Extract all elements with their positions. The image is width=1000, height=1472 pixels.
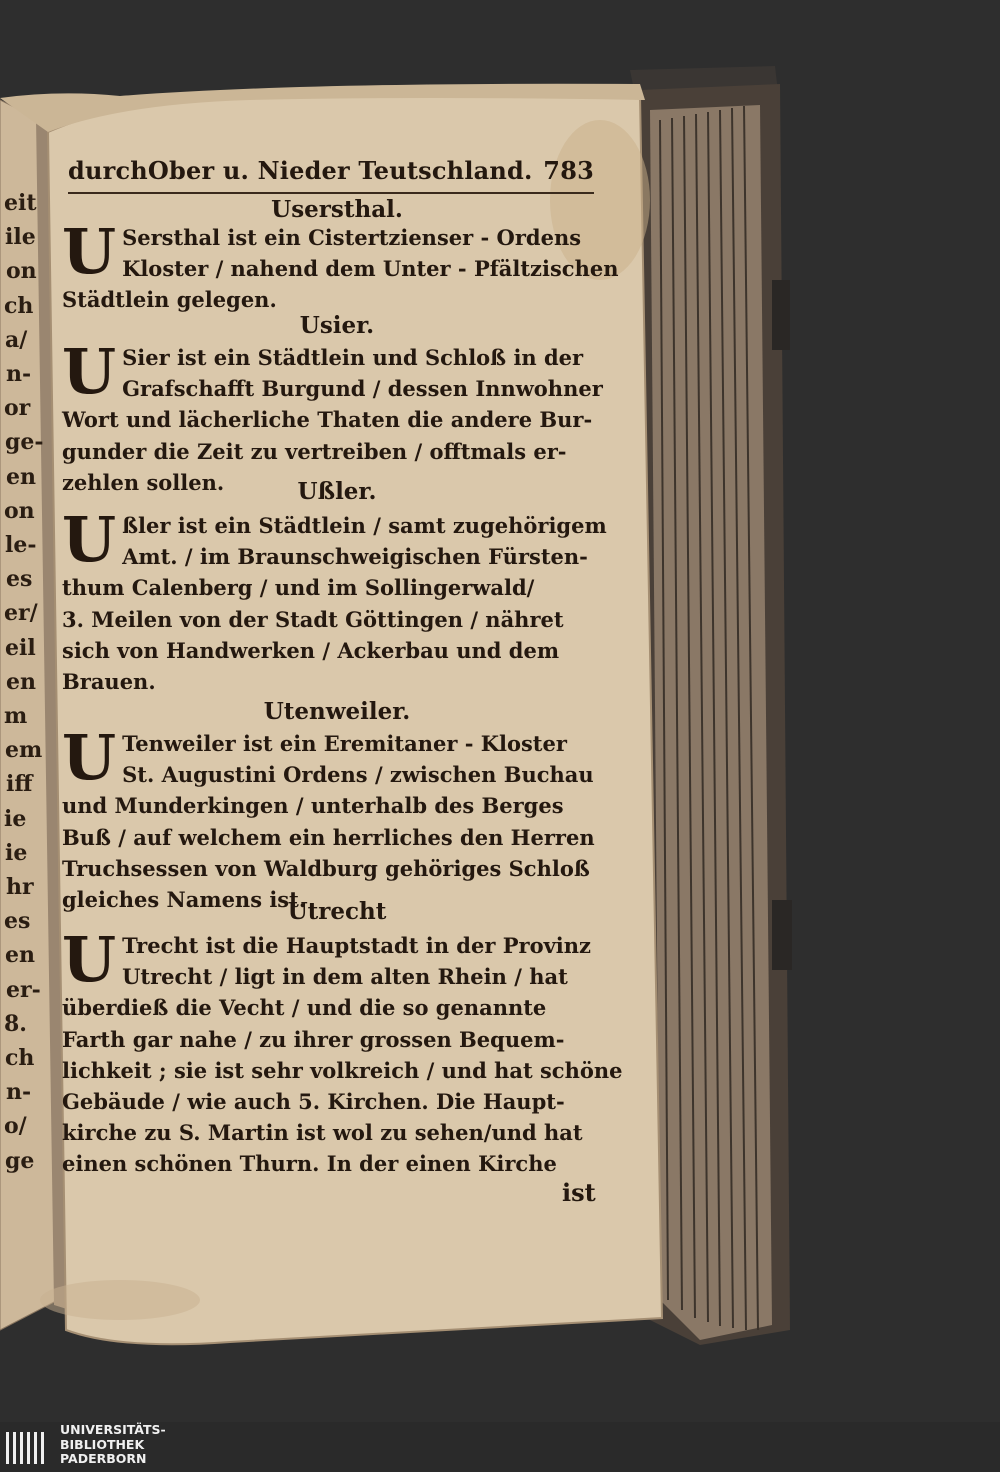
library-footer [0,1422,1000,1472]
fragment-text: er- [6,977,41,1003]
fragment-text: eil [5,635,36,661]
entry-body [62,503,607,697]
text-line: 3. Meilen von der Stadt Göttingen / nähret [62,606,564,632]
entry-heading: Usersthal. [271,196,403,223]
fragment-text: ie [4,806,27,832]
library-name-line2: BIBLIOTHEK [60,1436,145,1452]
text-line: thum Calenberg / und im Sollingerwald/ [62,575,535,601]
fragment-text: en [6,464,36,490]
drop-cap: U [62,721,117,794]
text-line: lichkeit ; sie ist sehr volkreich / und hat schöne [62,1057,623,1083]
fragment-text: n- [6,1079,32,1105]
running-head-title: durchOber u. Nieder Teutschland. [68,156,533,185]
entry-body [62,335,603,498]
entry-heading: Ußler. [297,478,377,505]
text-line: Städtlein gelegen. [62,287,277,313]
fragment-text: or [4,395,31,421]
fragment-text: a/ [5,327,28,353]
text-line: gleiches Namens ist. [62,887,307,913]
running-head [68,156,594,185]
text-line: kirche zu S. Martin ist wol zu sehen/und hat [62,1120,583,1146]
text-line: Buß / auf welchem ein herrliches den Herren [62,824,595,850]
fragment-text: es [6,566,33,592]
text-line: Wort und lächerliche Thaten die andere Bur- [62,407,593,433]
text-line: sich von Handwerken / Ackerbau und dem [62,637,560,663]
text-line: Grafschafft Burgund / dessen Innwohner [122,376,603,402]
library-logo-icon [4,1430,50,1466]
text-line: Amt. / im Braunschweigischen Fürsten- [122,544,588,570]
fragment-text: en [6,669,36,695]
text-line: St. Augustini Ordens / zwischen Buchau [122,762,594,788]
fragment-text: ch [4,293,34,319]
drop-cap: U [62,335,117,408]
text-line: Sersthal ist ein Cistertzienser - Ordens [122,225,582,250]
fragment-text: on [4,498,35,524]
text-line: überdieß die Vecht / und die so genannte [62,995,547,1021]
text-line: Brauen. [62,669,156,695]
fragment-text: ile [5,224,36,250]
fragment-text: em [5,737,43,763]
entry-body [62,215,619,316]
fragment-text: ie [5,840,28,866]
fragment-text: on [6,258,37,284]
text-line: Truchsessen von Waldburg gehöriges Schloß [62,855,590,881]
running-head-rule [68,192,594,194]
text-line: Sier ist ein Städtlein und Schloß in der [122,345,584,370]
fragment-text: o/ [4,1113,27,1139]
fragment-text: iff [6,771,33,797]
entry-heading: Utrecht [287,898,387,925]
catchword: ist [562,1178,596,1207]
text-line: Kloster / nahend dem Unter - Pfältzischen [122,256,619,282]
text-line: Trecht ist die Hauptstadt in der Provinz [122,933,591,958]
library-name [60,1423,166,1467]
entry-body [62,721,602,915]
text-line: einen schönen Thurn. In der einen Kirche [62,1151,557,1177]
library-name-line3: PADERBORN [60,1451,147,1466]
text-line: zehlen sollen. [62,469,225,495]
fragment-text: en [5,942,35,968]
drop-cap: U [62,503,117,576]
fragment-text: ge- [5,429,44,455]
entry-heading: Usier. [299,312,375,339]
entry-body [62,923,623,1180]
fragment-text: hr [6,874,34,900]
fragment-text: n- [6,361,32,387]
text-line: Farth gar nahe / zu ihrer grossen Bequem- [62,1026,565,1052]
text-line: und Munderkingen / unterhalb des Berges [62,793,564,819]
drop-cap: U [62,923,117,996]
text-line: Tenweiler ist ein Eremitaner - Kloster [122,731,567,756]
fragment-text: eit [4,190,37,216]
page-number: 783 [543,156,594,185]
fragment-text: 8. [4,1011,27,1037]
library-name-line1: UNIVERSITÄTS- [60,1422,166,1437]
text-line: ßler ist ein Städtlein / samt zugehörigem [122,513,607,538]
fragment-text: ch [5,1045,35,1071]
drop-cap: U [62,215,117,288]
fragment-text: ge [5,1148,35,1174]
text-line: gunder die Zeit zu vertreiben / offtmals er- [62,438,567,464]
fragment-text: er/ [4,600,38,626]
fragment-text: m [4,703,28,729]
fragment-text: le- [5,532,37,558]
text-line: Utrecht / ligt in dem alten Rhein / hat [122,964,568,990]
entry-heading: Utenweiler. [263,698,411,725]
fragment-text: es [4,908,31,934]
text-line: Gebäude / wie auch 5. Kirchen. Die Haupt- [62,1089,565,1115]
